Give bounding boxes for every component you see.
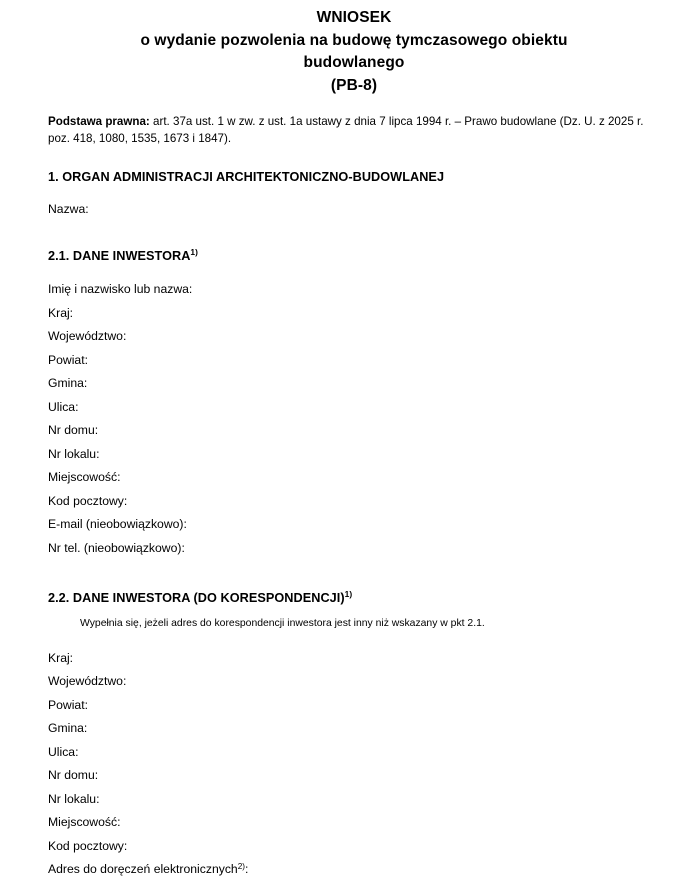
field-row (48, 811, 660, 835)
field-label-wojewodztwo: Województwo: (48, 674, 127, 689)
section-1-field-list (48, 199, 660, 219)
field-row (48, 490, 660, 514)
title-form-code: (PB-8) (330, 76, 378, 94)
field-row (48, 694, 660, 718)
field-label-kod-pocztowy: Kod pocztowy: (48, 493, 128, 508)
field-row (48, 443, 660, 467)
field-row (48, 537, 660, 561)
field-label-kraj: Kraj: (48, 305, 74, 320)
field-label-ulica: Ulica: (48, 744, 79, 759)
section-2-2-field-list (48, 647, 660, 882)
legal-basis-label: Podstawa prawna: (48, 115, 150, 128)
field-label-nr-domu: Nr domu: (48, 768, 99, 783)
field-label-email: E-mail (nieobowiązkowo): (48, 517, 187, 531)
field-row (48, 325, 660, 349)
section-2-1-footnote-marker: 1) (190, 247, 198, 257)
field-label-adres-elektroniczny: Adres do doręczeń elektronicznych (48, 862, 238, 877)
field-row (48, 717, 660, 741)
section-2-2-note: Wypełnia się, jeżeli adres do korespondencji inwestora jest inny niż wskazany w pkt 2.1. (80, 617, 485, 629)
field-row (48, 835, 660, 859)
legal-basis-text: art. 37a ust. 1 w zw. z ust. 1a ustawy z dnia 7 lipca 1994 r. – Prawo budowlane (Dz. U. z 2025 r. poz. 418, 1080, 1535, 1673 i 1847). (48, 115, 644, 145)
field-label-powiat: Powiat: (48, 352, 88, 367)
field-label-suffix: : (244, 862, 249, 877)
section-2-2-footnote-marker: 1) (344, 589, 353, 599)
legal-basis-paragraph (48, 114, 660, 147)
field-label-kod-pocztowy: Kod pocztowy: (48, 838, 128, 853)
field-label-imie-nazwisko: Imię i nazwisko lub nazwa: (48, 282, 193, 296)
field-row (48, 199, 660, 219)
field-label-nr-domu: Nr domu: (48, 423, 99, 437)
field-label-kraj: Kraj: (48, 650, 74, 665)
field-label-nazwa: Nazwa: (48, 202, 89, 216)
field-label-miejscowosc: Miejscowość: (48, 815, 121, 830)
field-row (48, 372, 660, 396)
field-row (48, 302, 660, 326)
field-row (48, 349, 660, 373)
field-footnote-marker: 2) (237, 862, 245, 872)
field-label-wojewodztwo: Województwo: (48, 329, 127, 343)
field-row (48, 858, 660, 882)
field-label-gmina: Gmina: (48, 721, 88, 736)
field-row (48, 764, 660, 788)
field-label-nr-lokalu: Nr lokalu: (48, 446, 100, 461)
section-2-1-heading (48, 248, 660, 264)
field-label-nr-lokalu: Nr lokalu: (48, 791, 100, 806)
section-2-1-heading-text: 2.1. DANE INWESTORA (48, 249, 191, 263)
title-line-2: o wydanie pozwolenia na budowę tymczasowego obiektu (140, 31, 568, 49)
section-2-2-heading-text: 2.2. DANE INWESTORA (DO KORESPONDENCJI) (48, 591, 345, 605)
field-label-nr-tel: Nr tel. (nieobowiązkowo): (48, 540, 185, 555)
field-row (48, 670, 660, 694)
field-row (48, 419, 660, 443)
title-line-3: budowlanego (303, 54, 405, 71)
section-2-1-field-list (48, 278, 660, 560)
field-row (48, 278, 660, 302)
field-label-powiat: Powiat: (48, 697, 88, 712)
page-title (48, 0, 660, 97)
field-label-miejscowosc: Miejscowość: (48, 470, 121, 484)
section-2-2-heading (48, 590, 660, 606)
field-row (48, 647, 660, 671)
section-1-heading: 1. ORGAN ADMINISTRACJI ARCHITEKTONICZNO-BUDOWLANEJ (48, 170, 445, 184)
field-row (48, 788, 660, 812)
field-row (48, 513, 660, 537)
field-row (48, 466, 660, 490)
field-label-ulica: Ulica: (48, 399, 79, 414)
field-row (48, 741, 660, 765)
field-row (48, 396, 660, 420)
field-label-gmina: Gmina: (48, 376, 88, 390)
title-line-1: WNIOSEK (316, 9, 392, 26)
